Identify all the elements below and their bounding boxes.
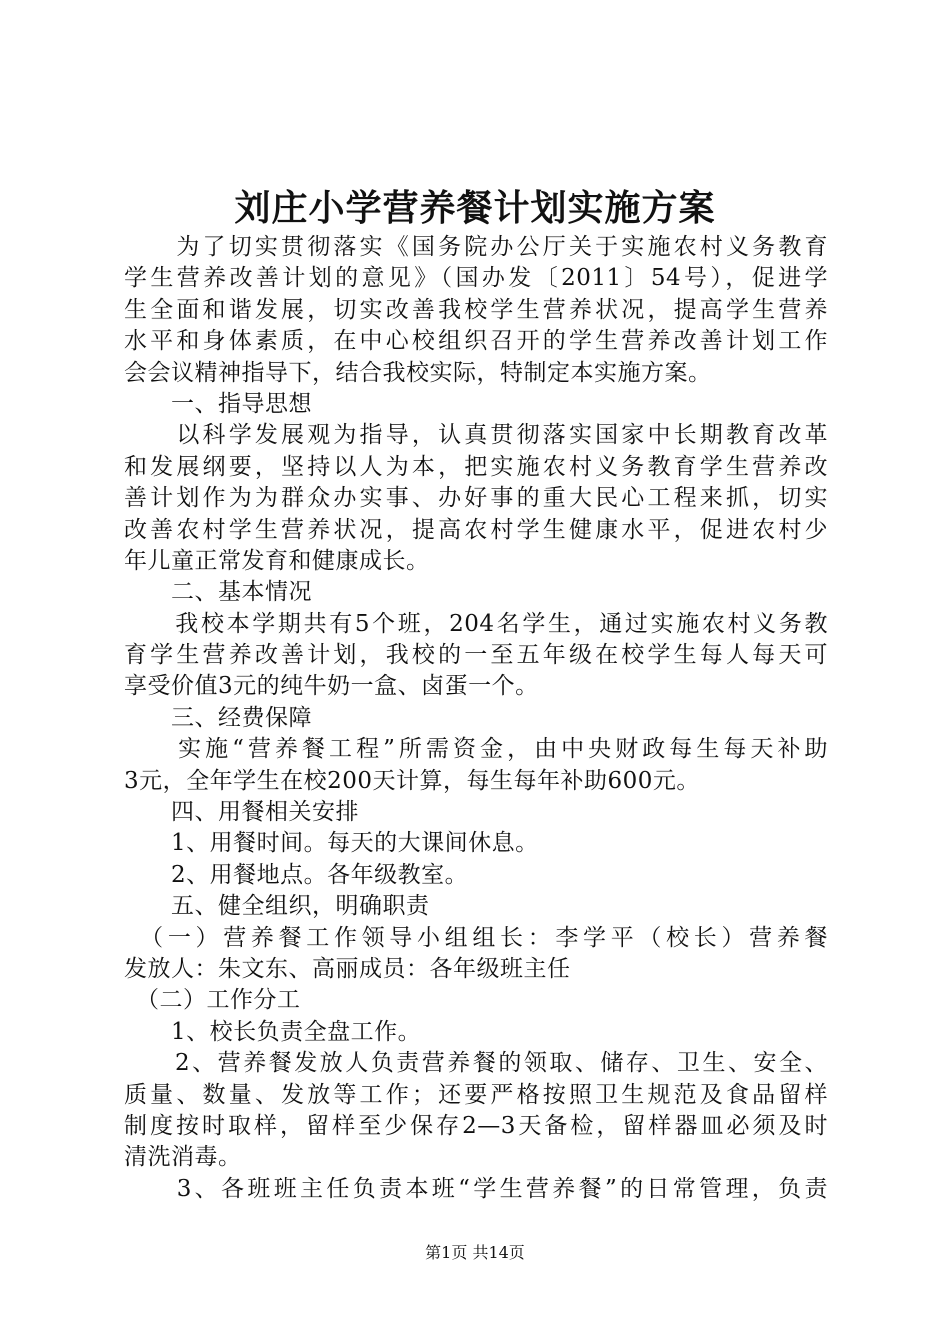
body-line: 年儿童正常发育和健康成长。	[124, 547, 430, 574]
body-line: 一、指导思想	[124, 390, 312, 417]
body-line: 2、营养餐发放人负责营养餐的领取、储存、卫生、安全、	[124, 1050, 828, 1077]
body-line: 生全面和谐发展，切实改善我校学生营养状况，提高学生营养	[124, 296, 828, 323]
body-line: 为了切实贯彻落实《国务院办公厅关于实施农村义务教育	[124, 234, 828, 260]
body-line: 实施“营养餐工程”所需资金，由中央财政每生每天补助	[124, 736, 828, 763]
body-line: 学生营养改善计划的意见》（国办发〔2011〕54号），促进学	[124, 265, 828, 292]
body-line: 以科学发展观为指导，认真贯彻落实国家中长期教育改革	[124, 422, 828, 449]
body-line: 二、基本情况	[124, 579, 312, 606]
document-body	[124, 232, 828, 1205]
body-line: 会会议精神指导下，结合我校实际，特制定本实施方案。	[124, 359, 712, 386]
body-line: 和发展纲要，坚持以人为本，把实施农村义务教育学生营养改	[124, 453, 828, 480]
body-line: 育学生营养改善计划，我校的一至五年级在校学生每人每天可	[124, 642, 828, 669]
body-line: 发放人：朱文东、高丽成员：各年级班主任	[124, 955, 571, 982]
body-line: 善计划作为为群众办实事、办好事的重大民心工程来抓，切实	[124, 485, 828, 512]
body-line: 享受价值3元的纯牛奶一盒、卤蛋一个。	[124, 673, 539, 700]
body-line: 2、用餐地点。各年级教室。	[124, 861, 469, 888]
body-line: 水平和身体素质，在中心校组织召开的学生营养改善计划工作	[124, 328, 828, 355]
document-title: 刘庄小学营养餐计划实施方案	[234, 187, 716, 229]
body-line: 1、用餐时间。每天的大课间休息。	[124, 830, 539, 857]
body-line: 三、经费保障	[124, 704, 312, 731]
body-line: 1、校长负责全盘工作。	[124, 1018, 422, 1045]
body-line: 我校本学期共有5个班，204名学生，通过实施农村义务教	[124, 610, 828, 637]
body-line: 3元，全年学生在校200天计算，每生每年补助600元。	[124, 767, 700, 794]
body-line: 清洗消毒。	[124, 1144, 242, 1171]
body-line: 制度按时取样，留样至少保存2—3天备检，留样器皿必须及时	[124, 1112, 828, 1139]
body-line: （二）工作分工	[124, 987, 301, 1014]
body-line: 质量、数量、发放等工作；还要严格按照卫生规范及食品留样	[124, 1081, 828, 1108]
body-line: 四、用餐相关安排	[124, 799, 359, 826]
body-line: 五、健全组织，明确职责	[124, 893, 430, 920]
body-line: 改善农村学生营养状况，提高农村学生健康水平，促进农村少	[124, 516, 828, 543]
page-footer: 第1页 共14页	[425, 1243, 525, 1262]
body-line: （一）营养餐工作领导小组组长：李学平（校长）营养餐	[124, 924, 828, 951]
body-line: 3、各班班主任负责本班“学生营养餐”的日常管理，负责	[124, 1175, 828, 1202]
